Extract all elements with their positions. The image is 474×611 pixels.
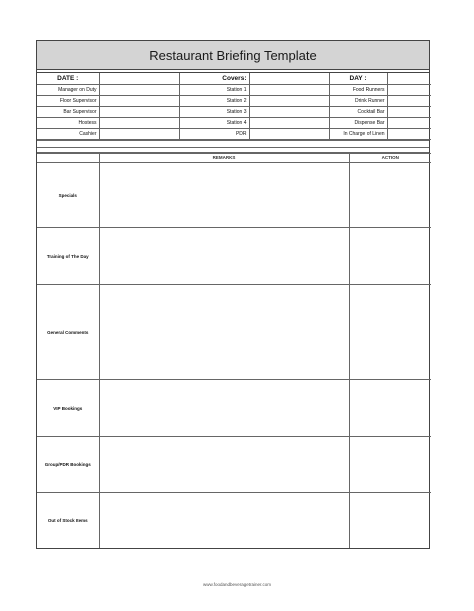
- station-field[interactable]: [249, 85, 329, 96]
- section-label: VIP Bookings: [37, 380, 99, 437]
- station-label: PDR: [179, 129, 249, 140]
- remarks-field[interactable]: [99, 437, 349, 493]
- duty-field[interactable]: [387, 85, 431, 96]
- section-label: Specials: [37, 163, 99, 228]
- blank-row: [37, 140, 429, 148]
- role-field[interactable]: [99, 96, 179, 107]
- info-table: [37, 73, 431, 140]
- header-row: [37, 73, 431, 85]
- briefing-form: [36, 40, 430, 549]
- role-label: Floor Supervisor: [37, 96, 99, 107]
- form-title: Restaurant Briefing Template: [37, 41, 429, 70]
- section-row: [37, 163, 431, 228]
- date-field[interactable]: [99, 73, 179, 85]
- duty-field[interactable]: [387, 96, 431, 107]
- station-field[interactable]: [249, 96, 329, 107]
- section-label: Out of Stock Items: [37, 493, 99, 548]
- action-field[interactable]: [349, 163, 431, 228]
- duty-field[interactable]: [387, 107, 431, 118]
- remarks-field[interactable]: [99, 163, 349, 228]
- day-label: DAY :: [329, 73, 387, 85]
- remarks-header: REMARKS: [99, 154, 349, 163]
- action-field[interactable]: [349, 285, 431, 380]
- role-field[interactable]: [99, 85, 179, 96]
- covers-label: Covers:: [179, 73, 249, 85]
- role-field[interactable]: [99, 129, 179, 140]
- role-label: Cashier: [37, 129, 99, 140]
- remarks-field[interactable]: [99, 228, 349, 285]
- duty-label: In Charge of Linen: [329, 129, 387, 140]
- role-label: Hostess: [37, 118, 99, 129]
- action-header: ACTION: [349, 154, 431, 163]
- duty-field[interactable]: [387, 129, 431, 140]
- role-label: Bar Supervisor: [37, 107, 99, 118]
- action-field[interactable]: [349, 380, 431, 437]
- duty-label: Food Runners: [329, 85, 387, 96]
- footer-url: www.foodandbeveragetrainer.com: [202, 582, 272, 587]
- station-label: Station 1: [179, 85, 249, 96]
- section-row: [37, 228, 431, 285]
- blank-header: [37, 154, 99, 163]
- duty-label: Cocktail Bar: [329, 107, 387, 118]
- remarks-table: [37, 153, 431, 548]
- section-row: [37, 380, 431, 437]
- section-row: [37, 493, 431, 548]
- action-field[interactable]: [349, 437, 431, 493]
- info-row: [37, 85, 431, 96]
- remarks-field[interactable]: [99, 285, 349, 380]
- role-field[interactable]: [99, 118, 179, 129]
- remarks-field[interactable]: [99, 380, 349, 437]
- action-field[interactable]: [349, 493, 431, 548]
- section-row: [37, 285, 431, 380]
- remarks-field[interactable]: [99, 493, 349, 548]
- station-label: Station 2: [179, 96, 249, 107]
- station-field[interactable]: [249, 107, 329, 118]
- duty-label: Drink Runner: [329, 96, 387, 107]
- section-label: General Comments: [37, 285, 99, 380]
- action-field[interactable]: [349, 228, 431, 285]
- remarks-header-row: [37, 154, 431, 163]
- info-row: [37, 129, 431, 140]
- section-label: Training of The Day: [37, 228, 99, 285]
- date-label: DATE :: [37, 73, 99, 85]
- station-label: Station 3: [179, 107, 249, 118]
- station-label: Station 4: [179, 118, 249, 129]
- station-field[interactable]: [249, 118, 329, 129]
- section-label: Group/PDR Bookings: [37, 437, 99, 493]
- section-row: [37, 437, 431, 493]
- station-field[interactable]: [249, 129, 329, 140]
- info-row: [37, 96, 431, 107]
- role-label: Manager on Duty: [37, 85, 99, 96]
- covers-field[interactable]: [249, 73, 329, 85]
- role-field[interactable]: [99, 107, 179, 118]
- info-row: [37, 118, 431, 129]
- info-row: [37, 107, 431, 118]
- duty-label: Dispense Bar: [329, 118, 387, 129]
- day-field[interactable]: [387, 73, 431, 85]
- duty-field[interactable]: [387, 118, 431, 129]
